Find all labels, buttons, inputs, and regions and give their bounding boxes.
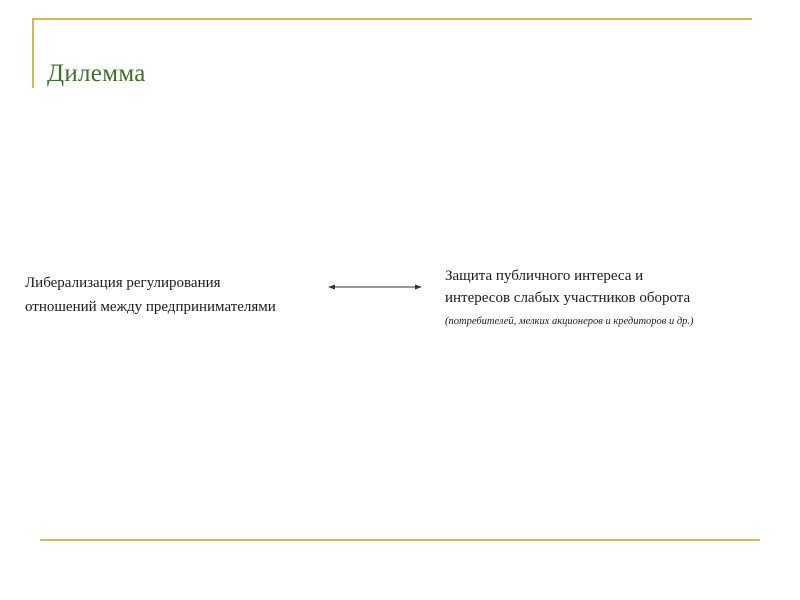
top-rule (32, 18, 752, 20)
left-rule (32, 18, 34, 88)
right-text-line-1: Защита публичного интереса и (445, 268, 644, 284)
right-text-block (445, 265, 765, 329)
left-text-line-2: отношений между предпринимателями (25, 299, 276, 315)
double-arrow-icon (328, 280, 422, 294)
left-text-block (25, 271, 325, 319)
bottom-rule (40, 539, 760, 541)
left-text-line-1: Либерализация регулирования (25, 275, 221, 291)
slide-title: Дилемма (47, 60, 146, 87)
right-text-line-2: интересов слабых участников оборота (445, 290, 691, 306)
right-text-note: (потребителей, мелких акционеров и кредиторов и др.) (445, 316, 694, 327)
right-text-main (445, 265, 765, 309)
